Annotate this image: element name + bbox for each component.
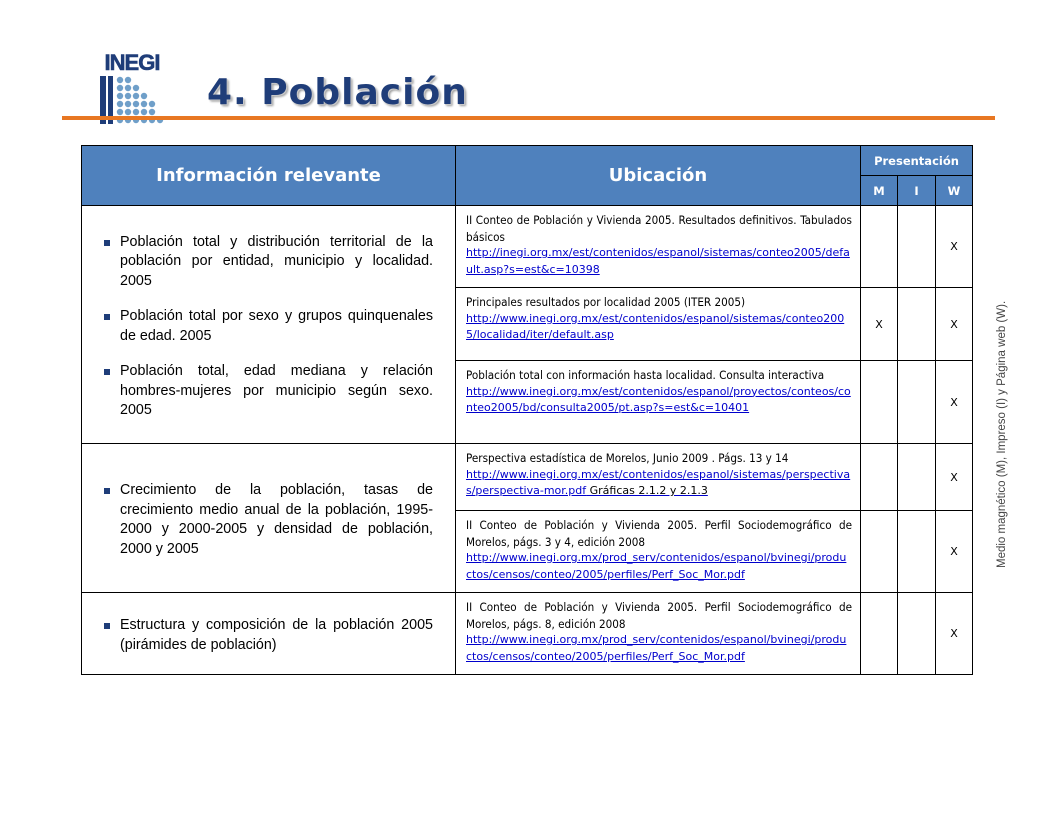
mark-w: X	[936, 361, 973, 444]
info-item: Población total por sexo y grupos quinquenales de edad. 2005	[104, 307, 433, 346]
source-link[interactable]: http://www.inegi.org.mx/est/contenidos/espanol/proyectos/conteos/conteo2005/bd/consulta2005/pt.asp?s=est&c=10401	[466, 384, 851, 414]
ubicacion-cell	[456, 206, 861, 288]
presentation-legend: Medio magnético (M), Impreso (I) y Página web (W).	[996, 300, 1008, 568]
source-link-wrap	[466, 467, 852, 500]
logo-wordmark: INEGI	[104, 50, 160, 75]
source-link[interactable]: http://www.inegi.org.mx/est/contenidos/espanol/sistemas/perspectivas/perspectiva-mor.pdf	[466, 467, 851, 497]
source-title: Principales resultados por localidad 2005 (ITER 2005)	[466, 295, 746, 309]
source-title: II Conteo de Población y Vivienda 2005. Perfil Sociodemográfico de Morelos, págs. 3 y 4, edición 2008	[466, 518, 852, 549]
mark-w: X	[936, 288, 973, 361]
mark-m: X	[861, 288, 898, 361]
column-header-m: M	[861, 176, 898, 206]
title-divider	[62, 116, 995, 120]
table-row	[82, 593, 973, 675]
info-item: Estructura y composición de la población 2005 (pirámides de población)	[104, 616, 433, 655]
mark-i	[898, 361, 936, 444]
page-title: 4. Población	[207, 72, 468, 113]
mark-w: X	[936, 444, 973, 511]
source-title: Perspectiva estadística de Morelos, Junio 2009 . Págs. 13 y 14	[466, 451, 789, 465]
ubicacion-cell	[456, 444, 861, 511]
source-title: II Conteo de Población y Vivienda 2005. Resultados definitivos. Tabulados básicos	[466, 213, 852, 244]
table-row	[82, 206, 973, 288]
ubicacion-cell	[456, 593, 861, 675]
column-header-info: Información relevante	[82, 146, 456, 206]
mark-m	[861, 361, 898, 444]
ubicacion-cell	[456, 361, 861, 444]
column-header-w: W	[936, 176, 973, 206]
table-row	[82, 444, 973, 511]
source-link[interactable]: http://www.inegi.org.mx/prod_serv/contenidos/espanol/bvinegi/productos/censos/conteo/2005/perfiles/Perf_Soc_Mor.pdf	[466, 551, 847, 581]
column-header-ubicacion: Ubicación	[456, 146, 861, 206]
mark-i	[898, 444, 936, 511]
source-title: II Conteo de Población y Vivienda 2005. Perfil Sociodemográfico de Morelos, págs. 8, edición 2008	[466, 600, 852, 631]
mark-i	[898, 593, 936, 675]
mark-m	[861, 511, 898, 593]
mark-w: X	[936, 511, 973, 593]
ubicacion-cell	[456, 288, 861, 361]
mark-i	[898, 511, 936, 593]
info-item: Crecimiento de la población, tasas de crecimiento medio anual de la población, 1995-2000 y 2000-2005 y densidad de población, 2000 y 2005	[104, 481, 433, 559]
source-note: Gráficas 2.1.2 y 2.1.3	[586, 484, 708, 497]
mark-m	[861, 206, 898, 288]
source-link[interactable]: http://inegi.org.mx/est/contenidos/espanol/sistemas/conteo2005/default.asp?s=est&c=10398	[466, 246, 850, 276]
column-header-presentacion: Presentación	[861, 146, 973, 176]
mark-w: X	[936, 206, 973, 288]
info-cell	[82, 206, 456, 444]
mark-i	[898, 288, 936, 361]
source-title: Población total con información hasta localidad. Consulta interactiva	[466, 368, 825, 382]
population-info-table	[81, 145, 973, 675]
mark-w: X	[936, 593, 973, 675]
column-header-i: I	[898, 176, 936, 206]
info-cell	[82, 444, 456, 593]
source-link[interactable]: http://www.inegi.org.mx/prod_serv/contenidos/espanol/bvinegi/productos/censos/conteo/2005/perfiles/Perf_Soc_Mor.pdf	[466, 633, 847, 663]
info-cell	[82, 593, 456, 675]
mark-i	[898, 206, 936, 288]
info-item: Población total y distribución territorial de la población por entidad, municipio y localidad. 2005	[104, 233, 433, 292]
mark-m	[861, 444, 898, 511]
ubicacion-cell	[456, 511, 861, 593]
info-item: Población total, edad mediana y relación hombres-mujeres por municipio según sexo. 2005	[104, 362, 433, 421]
mark-m	[861, 593, 898, 675]
source-link[interactable]: http://www.inegi.org.mx/est/contenidos/espanol/sistemas/conteo2005/localidad/iter/default.asp	[466, 311, 845, 341]
